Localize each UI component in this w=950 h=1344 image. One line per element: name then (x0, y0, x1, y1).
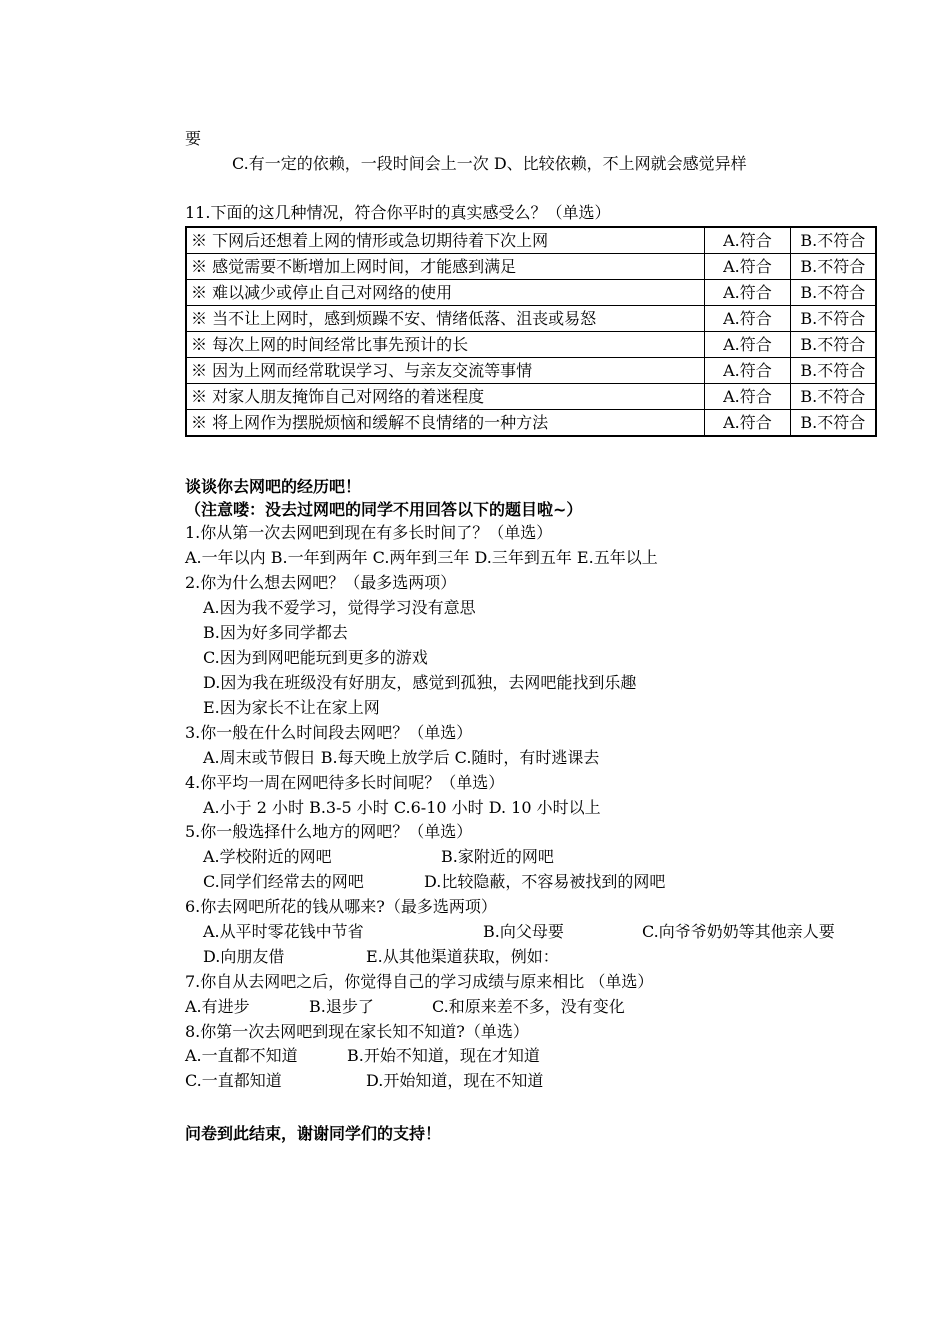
q2-option-c: C.因为到网吧能玩到更多的游戏 (203, 648, 428, 667)
q6-option-e: E.从其他渠道获取，例如： (366, 947, 559, 966)
q11-row (186, 410, 876, 437)
q3-title: 3.你一般在什么时间段去网吧？（单选） (185, 723, 473, 742)
q10-options-cd: C.有一定的依赖，一段时间会上一次 D、比较依赖，不上网就会感觉异样 (232, 154, 747, 173)
q5-option-d: D.比较隐蔽，不容易被找到的网吧 (424, 872, 666, 891)
q2-option-b: B.因为好多同学都去 (203, 623, 348, 642)
q11-row (186, 332, 876, 358)
q11-option-b: B.不符合 (790, 384, 876, 410)
continued-text-fragment: 要 (185, 129, 202, 148)
q2-option-d: D.因为我在班级没有好朋友，感觉到孤独，去网吧能找到乐趣 (203, 673, 637, 692)
q5-title: 5.你一般选择什么地方的网吧？（单选） (185, 822, 473, 841)
q11-option-b: B.不符合 (790, 332, 876, 358)
q4-title: 4.你平均一周在网吧待多长时间呢？（单选） (185, 773, 505, 792)
q7-option-b: B.退步了 (309, 997, 374, 1016)
q8-option-d: D.开始知道，现在不知道 (366, 1071, 544, 1090)
q11-option-a: A.符合 (705, 254, 790, 280)
q11-option-b: B.不符合 (790, 280, 876, 306)
q5-option-a: A.学校附近的网吧 (203, 847, 332, 866)
q11-option-b: B.不符合 (790, 306, 876, 332)
q7-title: 7.你自从去网吧之后，你觉得自己的学习成绩与原来相比 （单选） (185, 972, 654, 991)
q11-row (186, 358, 876, 384)
q11-statement: ※ 感觉需要不断增加上网时间，才能感到满足 (186, 254, 705, 280)
q6-option-d: D.向朋友借 (203, 947, 285, 966)
q11-row (186, 306, 876, 332)
closing-text: 问卷到此结束，谢谢同学们的支持！ (185, 1124, 442, 1143)
section-heading: 谈谈你去网吧的经历吧！ (185, 477, 362, 496)
q2-option-a: A.因为我不爱学习，觉得学习没有意思 (203, 598, 476, 617)
q8-option-b: B.开始不知道，现在才知道 (347, 1046, 540, 1065)
q3-options: A.周末或节假日 B.每天晚上放学后 C.随时，有时逃课去 (203, 748, 600, 767)
q11-row (186, 280, 876, 306)
q11-option-a: A.符合 (705, 410, 790, 437)
q11-statement: ※ 当不让上网时，感到烦躁不安、情绪低落、沮丧或易怒 (186, 306, 705, 332)
section-note: （注意喽：没去过网吧的同学不用回答以下的题目啦~） (185, 500, 583, 519)
q11-option-a: A.符合 (705, 358, 790, 384)
q1-options: A.一年以内 B.一年到两年 C.两年到三年 D.三年到五年 E.五年以上 (185, 548, 658, 567)
q11-row (186, 384, 876, 410)
q11-statement: ※ 下网后还想着上网的情形或急切期待着下次上网 (186, 227, 705, 254)
q2-option-e: E.因为家长不让在家上网 (203, 698, 380, 717)
q11-statement: ※ 因为上网而经常耽误学习、与亲友交流等事情 (186, 358, 705, 384)
q7-option-a: A.有进步 (185, 997, 250, 1016)
q6-option-c: C.向爷爷奶奶等其他亲人要 (642, 922, 835, 941)
q11-option-b: B.不符合 (790, 254, 876, 280)
q8-option-c: C.一直都知道 (185, 1071, 282, 1090)
q5-option-c: C.同学们经常去的网吧 (203, 872, 364, 891)
q11-option-a: A.符合 (705, 332, 790, 358)
q4-options: A.小于 2 小时 B.3-5 小时 C.6-10 小时 D. 10 小时以上 (203, 798, 601, 817)
q11-option-a: A.符合 (705, 280, 790, 306)
q11-option-a: A.符合 (705, 227, 790, 254)
q8-option-a: A.一直都不知道 (185, 1046, 298, 1065)
q11-statement: ※ 对家人朋友掩饰自己对网络的着迷程度 (186, 384, 705, 410)
q11-row (186, 227, 876, 254)
q11-row (186, 254, 876, 280)
q11-option-b: B.不符合 (790, 410, 876, 437)
q6-option-b: B.向父母要 (483, 922, 564, 941)
q11-table (185, 226, 877, 437)
q6-option-a: A.从平时零花钱中节省 (203, 922, 364, 941)
q11-option-b: B.不符合 (790, 227, 876, 254)
q8-title: 8.你第一次去网吧到现在家长知不知道?（单选） (185, 1022, 529, 1041)
q7-option-c: C.和原来差不多，没有变化 (432, 997, 625, 1016)
q5-option-b: B.家附近的网吧 (441, 847, 554, 866)
q11-statement: ※ 每次上网的时间经常比事先预计的长 (186, 332, 705, 358)
q11-title: 11.下面的这几种情况，符合你平时的真实感受么？（单选） (185, 203, 611, 222)
q6-title: 6.你去网吧所花的钱从哪来?（最多选两项） (185, 897, 497, 916)
q11-option-b: B.不符合 (790, 358, 876, 384)
q11-statement: ※ 难以减少或停止自己对网络的使用 (186, 280, 705, 306)
q1-title: 1.你从第一次去网吧到现在有多长时间了？（单选） (185, 523, 553, 542)
q11-option-a: A.符合 (705, 306, 790, 332)
q11-statement: ※ 将上网作为摆脱烦恼和缓解不良情绪的一种方法 (186, 410, 705, 437)
q2-title: 2.你为什么想去网吧？（最多选两项） (185, 573, 457, 592)
q11-option-a: A.符合 (705, 384, 790, 410)
